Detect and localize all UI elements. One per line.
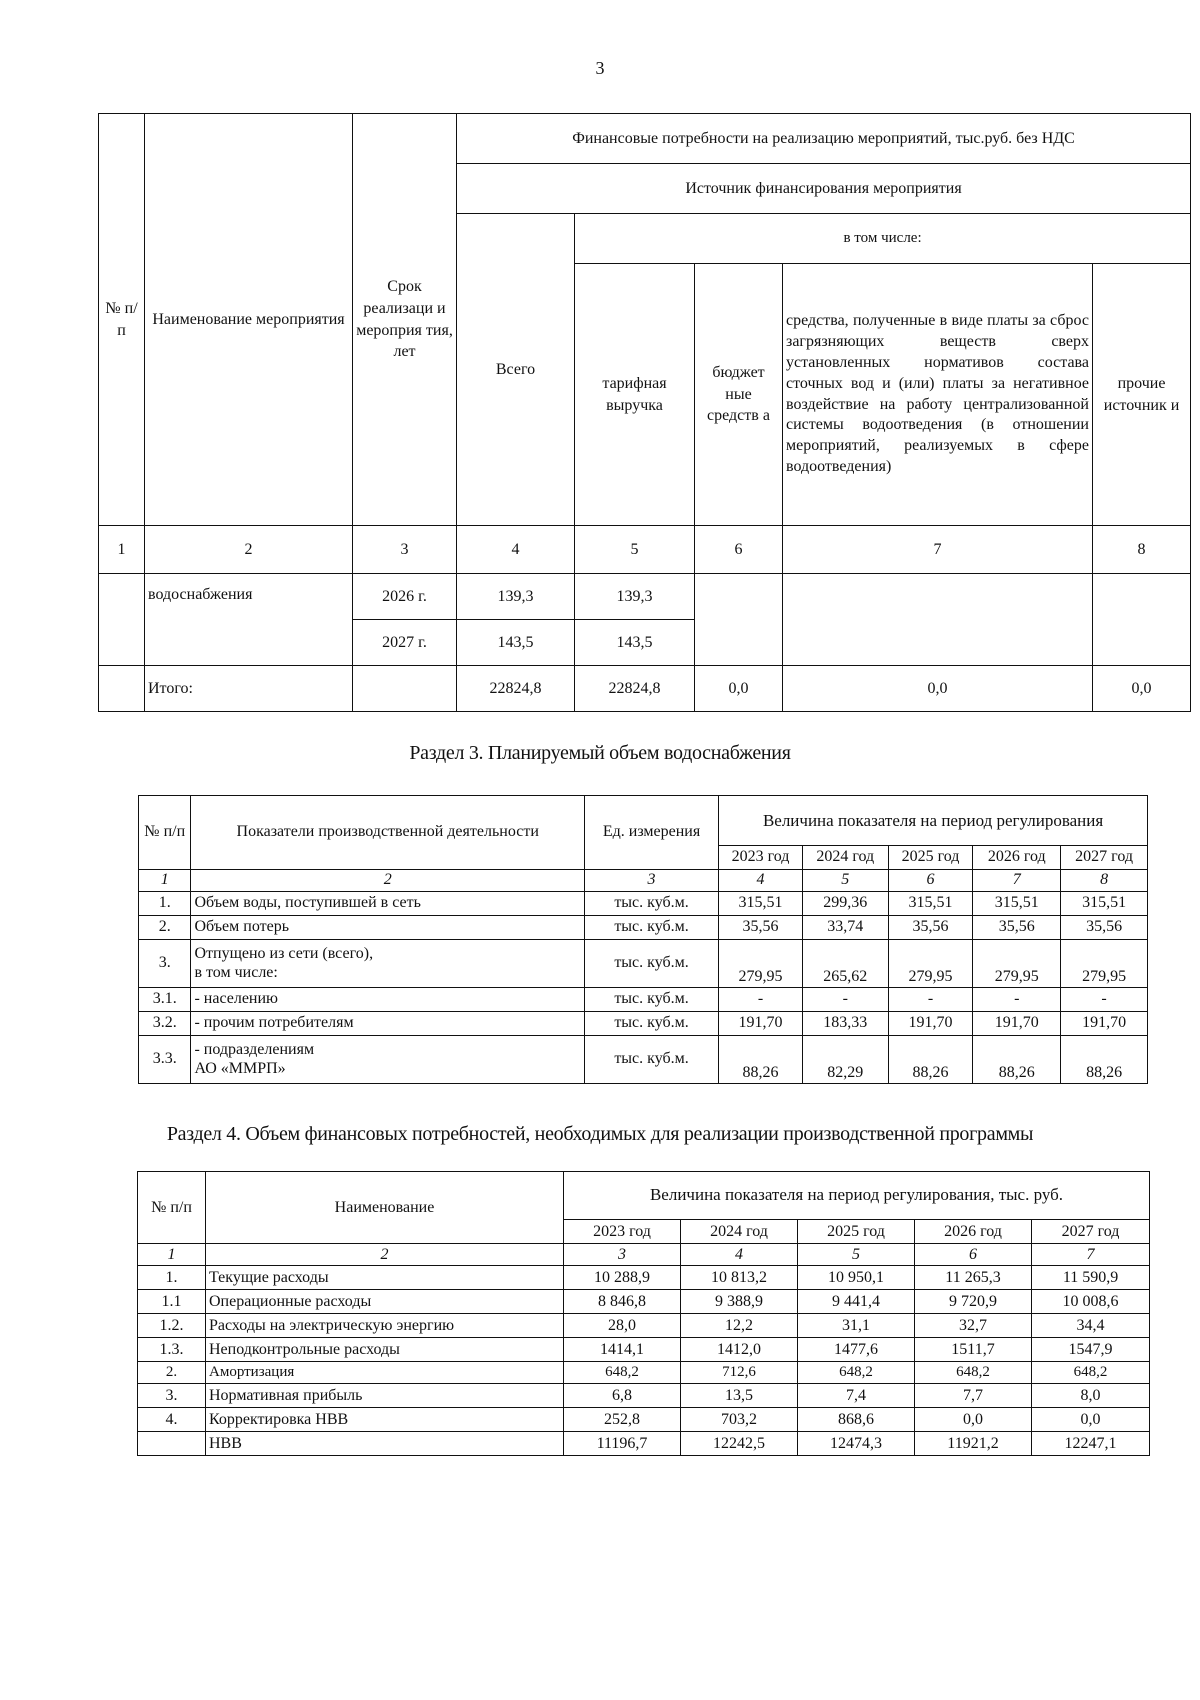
- row-value: 315,51: [719, 892, 803, 916]
- row-value: 10 813,2: [681, 1266, 798, 1290]
- row-value: 11196,7: [564, 1432, 681, 1456]
- col-number: 2: [206, 1244, 564, 1266]
- header-year: 2026 год: [915, 1220, 1032, 1244]
- row-total: 143,5: [457, 620, 575, 666]
- row-value: 868,6: [798, 1408, 915, 1432]
- row-value: 315,51: [1061, 892, 1148, 916]
- row-value: 265,62: [802, 940, 888, 988]
- col-number: 3: [353, 526, 457, 574]
- section4-title: Раздел 4. Объем финансовых потребностей, необходимых для реализации производственной программы: [166, 1123, 1034, 1145]
- row-unit: тыс. куб.м.: [584, 988, 718, 1012]
- header-source: Источник финансирования мероприятия: [457, 164, 1191, 214]
- row-value: 35,56: [973, 916, 1061, 940]
- row-name: Нормативная прибыль: [206, 1384, 564, 1408]
- row-value: 191,70: [973, 1012, 1061, 1036]
- header-including: в том числе:: [575, 214, 1191, 264]
- water-supply-volume-table: [138, 795, 1148, 1084]
- header-fees: средства, полученные в виде платы за сброс загрязняющих веществ сверх установленных нормативов состава сточных вод и (или) платы за негативное воздействие на работу централизованной системы водоотведения (в отношении мероприятий, реализуемых в сфере водоотведения): [783, 264, 1093, 526]
- row-value: 191,70: [1061, 1012, 1148, 1036]
- row-value: 8,0: [1032, 1384, 1150, 1408]
- row-value: 648,2: [564, 1362, 681, 1384]
- row-name: Текущие расходы: [206, 1266, 564, 1290]
- header-name: Наименование мероприятия: [145, 114, 353, 526]
- row-value: 34,4: [1032, 1314, 1150, 1338]
- row-value: 12474,3: [798, 1432, 915, 1456]
- table-row: [138, 1338, 1150, 1362]
- row-value: 35,56: [1061, 916, 1148, 940]
- row-tariff: 143,5: [575, 620, 695, 666]
- total-budget: 0,0: [695, 666, 783, 712]
- financial-needs-table: [137, 1171, 1150, 1456]
- row-value: 279,95: [1061, 940, 1148, 988]
- table-row: [138, 1408, 1150, 1432]
- col-number: 5: [802, 870, 888, 892]
- header-financial-needs: Финансовые потребности на реализацию мероприятий, тыс.руб. без НДС: [457, 114, 1191, 164]
- row-value: 82,29: [802, 1036, 888, 1084]
- row-name: - прочим потребителям: [191, 1012, 585, 1036]
- col-number: 2: [191, 870, 585, 892]
- row-value: 32,7: [915, 1314, 1032, 1338]
- table-row: [139, 940, 1148, 988]
- row-value: 183,33: [802, 1012, 888, 1036]
- row-value: 315,51: [888, 892, 973, 916]
- row-value: 648,2: [1032, 1362, 1150, 1384]
- table-row: [139, 892, 1148, 916]
- row-year: 2027 г.: [353, 620, 457, 666]
- row-value: 712,6: [681, 1362, 798, 1384]
- row-value: 88,26: [973, 1036, 1061, 1084]
- row-value: 11921,2: [915, 1432, 1032, 1456]
- row-value: 6,8: [564, 1384, 681, 1408]
- row-value: 252,8: [564, 1408, 681, 1432]
- col-number: 1: [139, 870, 191, 892]
- header-year: 2025 год: [798, 1220, 915, 1244]
- header-num: № п/п: [139, 796, 191, 870]
- row-value: 9 388,9: [681, 1290, 798, 1314]
- row-name: Корректировка НВВ: [206, 1408, 564, 1432]
- header-value: Величина показателя на период регулирования, тыс. руб.: [564, 1172, 1150, 1220]
- row-num: 2.: [139, 916, 191, 940]
- row-num: 2.: [138, 1362, 206, 1384]
- col-number: 3: [584, 870, 718, 892]
- row-value: 9 720,9: [915, 1290, 1032, 1314]
- table-row: [138, 1432, 1150, 1456]
- row-num: 3.3.: [139, 1036, 191, 1084]
- col-number: 1: [99, 526, 145, 574]
- row-value: 12,2: [681, 1314, 798, 1338]
- row-value: 31,1: [798, 1314, 915, 1338]
- row-value: 703,2: [681, 1408, 798, 1432]
- row-year: 2026 г.: [353, 574, 457, 620]
- total-value: 22824,8: [457, 666, 575, 712]
- header-num: № п/п: [99, 114, 145, 526]
- col-number: 4: [457, 526, 575, 574]
- section3-title: Раздел 3. Планируемый объем водоснабжения: [409, 742, 791, 764]
- row-value: -: [719, 988, 803, 1012]
- col-number: 5: [575, 526, 695, 574]
- table-row: [138, 1384, 1150, 1408]
- total-fees: 0,0: [783, 666, 1093, 712]
- col-number: 8: [1061, 870, 1148, 892]
- header-year: 2025 год: [888, 846, 973, 870]
- header-name: Наименование: [206, 1172, 564, 1244]
- header-term: Срок реализаци и мероприя тия, лет: [353, 114, 457, 526]
- header-year: 2027 год: [1061, 846, 1148, 870]
- row-value: 279,95: [719, 940, 803, 988]
- total-other: 0,0: [1093, 666, 1191, 712]
- col-number: 4: [719, 870, 803, 892]
- row-num: 3.: [138, 1384, 206, 1408]
- row-value: 12247,1: [1032, 1432, 1150, 1456]
- col-number: 5: [798, 1244, 915, 1266]
- row-value: 9 441,4: [798, 1290, 915, 1314]
- row-value: -: [1061, 988, 1148, 1012]
- row-value: 0,0: [915, 1408, 1032, 1432]
- row-num: 3.: [139, 940, 191, 988]
- col-number: 3: [564, 1244, 681, 1266]
- row-value: 88,26: [1061, 1036, 1148, 1084]
- row-num: 1.1: [138, 1290, 206, 1314]
- row-unit: тыс. куб.м.: [584, 940, 718, 988]
- col-number: 2: [145, 526, 353, 574]
- header-budget: бюджет ные средств а: [695, 264, 783, 526]
- header-year: 2023 год: [719, 846, 803, 870]
- col-number: 7: [973, 870, 1061, 892]
- table-row: [139, 1012, 1148, 1036]
- row-unit: тыс. куб.м.: [584, 892, 718, 916]
- col-number: 6: [888, 870, 973, 892]
- row-value: 10 950,1: [798, 1266, 915, 1290]
- row-name: водоснабжения: [145, 574, 353, 666]
- row-name: Расходы на электрическую энергию: [206, 1314, 564, 1338]
- row-unit: тыс. куб.м.: [584, 1036, 718, 1084]
- row-name: Объем потерь: [191, 916, 585, 940]
- header-year: 2027 год: [1032, 1220, 1150, 1244]
- col-number: 7: [783, 526, 1093, 574]
- table-row: [138, 1290, 1150, 1314]
- row-num: [138, 1432, 206, 1456]
- row-value: -: [973, 988, 1061, 1012]
- row-value: 88,26: [719, 1036, 803, 1084]
- row-value: 648,2: [915, 1362, 1032, 1384]
- col-number: 4: [681, 1244, 798, 1266]
- header-year: 2024 год: [802, 846, 888, 870]
- row-value: 191,70: [719, 1012, 803, 1036]
- table-row: [138, 1362, 1150, 1384]
- row-value: 28,0: [564, 1314, 681, 1338]
- table-row: [139, 916, 1148, 940]
- row-value: 1414,1: [564, 1338, 681, 1362]
- row-value: 7,7: [915, 1384, 1032, 1408]
- row-name-line: Отпущено из сети (всего),: [194, 945, 374, 963]
- row-value: 1412,0: [681, 1338, 798, 1362]
- row-name: Амортизация: [206, 1362, 564, 1384]
- row-value: 7,4: [798, 1384, 915, 1408]
- col-number: 1: [138, 1244, 206, 1266]
- page-number: 3: [595, 58, 605, 78]
- col-number: 8: [1093, 526, 1191, 574]
- row-value: 13,5: [681, 1384, 798, 1408]
- row-name-line: АО «ММРП»: [194, 1059, 286, 1077]
- row-value: 8 846,8: [564, 1290, 681, 1314]
- row-total: 139,3: [457, 574, 575, 620]
- row-num: 3.2.: [139, 1012, 191, 1036]
- row-value: 33,74: [802, 916, 888, 940]
- row-unit: тыс. куб.м.: [584, 1012, 718, 1036]
- row-name: [191, 940, 585, 988]
- table-row: [138, 1314, 1150, 1338]
- header-year: 2024 год: [681, 1220, 798, 1244]
- row-value: 191,70: [888, 1012, 973, 1036]
- row-tariff: 139,3: [575, 574, 695, 620]
- header-num: № п/п: [138, 1172, 206, 1244]
- row-name: Операционные расходы: [206, 1290, 564, 1314]
- header-indicator: Показатели производственной деятельности: [191, 796, 585, 870]
- row-value: 299,36: [802, 892, 888, 916]
- total-tariff: 22824,8: [575, 666, 695, 712]
- row-name: [191, 1036, 585, 1084]
- row-value: 35,56: [888, 916, 973, 940]
- row-value: 0,0: [1032, 1408, 1150, 1432]
- header-total: Всего: [457, 214, 575, 526]
- row-num: 3.1.: [139, 988, 191, 1012]
- row-value: 279,95: [973, 940, 1061, 988]
- header-tariff: тарифная выручка: [575, 264, 695, 526]
- row-name: - населению: [191, 988, 585, 1012]
- row-num: 4.: [138, 1408, 206, 1432]
- row-value: 12242,5: [681, 1432, 798, 1456]
- row-value: 35,56: [719, 916, 803, 940]
- header-other: прочие источник и: [1093, 264, 1191, 526]
- financing-table: [98, 113, 1191, 712]
- row-value: 1511,7: [915, 1338, 1032, 1362]
- row-name-line: - подразделениям: [194, 1041, 315, 1059]
- table-row: [139, 1036, 1148, 1084]
- row-value: 11 265,3: [915, 1266, 1032, 1290]
- header-year: 2026 год: [973, 846, 1061, 870]
- row-num: 1.2.: [138, 1314, 206, 1338]
- row-name: Объем воды, поступившей в сеть: [191, 892, 585, 916]
- row-value: -: [802, 988, 888, 1012]
- row-value: 10 288,9: [564, 1266, 681, 1290]
- row-value: 11 590,9: [1032, 1266, 1150, 1290]
- row-name: НВВ: [206, 1432, 564, 1456]
- total-label: Итого:: [145, 666, 353, 712]
- col-number: 6: [695, 526, 783, 574]
- row-name: Неподконтрольные расходы: [206, 1338, 564, 1362]
- table-row: [138, 1266, 1150, 1290]
- row-value: 1547,9: [1032, 1338, 1150, 1362]
- header-year: 2023 год: [564, 1220, 681, 1244]
- table-row: [139, 988, 1148, 1012]
- col-number: 7: [1032, 1244, 1150, 1266]
- col-number: 6: [915, 1244, 1032, 1266]
- row-name-line: в том числе:: [194, 963, 278, 981]
- row-value: 648,2: [798, 1362, 915, 1384]
- row-num: 1.: [139, 892, 191, 916]
- row-value: 315,51: [973, 892, 1061, 916]
- row-value: 1477,6: [798, 1338, 915, 1362]
- row-num: 1.3.: [138, 1338, 206, 1362]
- row-value: 88,26: [888, 1036, 973, 1084]
- row-value: 279,95: [888, 940, 973, 988]
- row-num: 1.: [138, 1266, 206, 1290]
- row-value: 10 008,6: [1032, 1290, 1150, 1314]
- header-unit: Ед. измерения: [584, 796, 718, 870]
- row-unit: тыс. куб.м.: [584, 916, 718, 940]
- header-value: Величина показателя на период регулирования: [719, 796, 1148, 846]
- row-value: -: [888, 988, 973, 1012]
